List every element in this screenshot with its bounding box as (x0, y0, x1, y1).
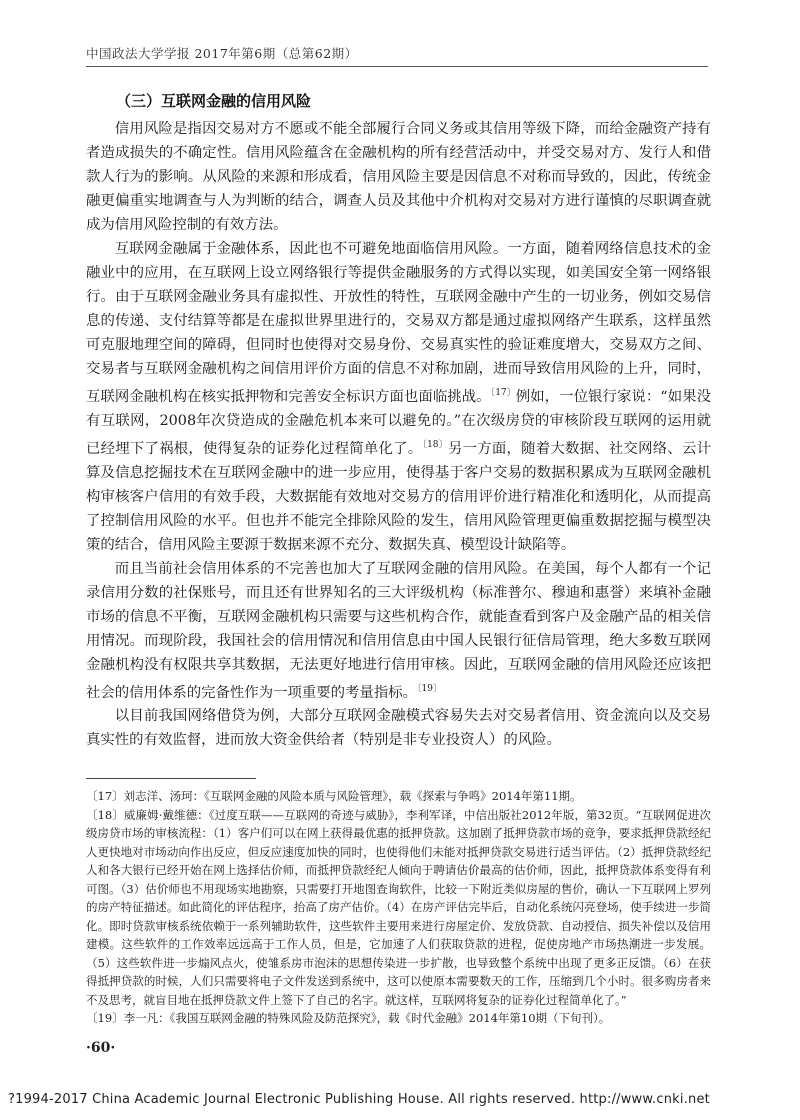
paragraph-social-credit-system (86, 557, 711, 705)
paragraph-text: 例如，一位银行家说：“如果没有互联网，2008年次贷造成的金融危机本来可以避免的。”在次级房贷的审核阶段互联网的运用就已经埋下了祸根，使得复杂的证券化过程简单化了。 (86, 388, 712, 457)
footnote-marker-19: 〔19〕 (417, 683, 442, 694)
footnote-rule (86, 778, 256, 779)
footnote-marker-18: 〔18〕 (422, 439, 448, 450)
paragraph-online-lending-example: 以目前我国网络借贷为例，大部分互联网金融模式容易失去对交易者信用、资金流向以及交易真实性的有效监督，进而放大资金供给者（特别是非专业投资人）的风险。 (86, 708, 711, 749)
article-body (86, 80, 711, 1028)
copyright-footer: ?1994-2017 China Academic Journal Electronic Publishing House. All rights reserved. http://www.cnki.net (8, 1092, 710, 1107)
paragraph-internet-finance-credit-risk (86, 237, 711, 557)
paragraph-text: 而且当前社会信用体系的不完善也加大了互联网金融的信用风险。在美国，每个人都有一个记录信用分数的社保账号，而且还有世界知名的三大评级机构（标准普尔、穆迪和惠誉）来填补金融市场的信息不平衡，互联网金融机构只需要与这些机构合作，就能查看到客户及金融产品的相关信用情况。而现阶段，我国社会的信用情况和信用信息由中国人民银行征信局管理，绝大多数互联网金融机构没有权限共享其数据，无法更好地进行信用审核。因此，互联网金融的信用风险还应该把社会的信用体系的完备性作为一项重要的考量指标。 (86, 560, 711, 701)
page-number: ·60· (86, 1040, 116, 1056)
running-head: 中国政法大学学报 2017年第6期（总第62期） (86, 46, 358, 61)
footnote-17: 〔17〕刘志洋、汤珂：《互联网金融的风险本质与风险管理》，载《探索与争鸣》2014年第11期。 (86, 789, 582, 804)
header-rule (86, 66, 708, 67)
paragraph-text: 另一方面，随着大数据、社交网络、云计算及信息挖掘技术在互联网金融中的进一步应用，使得基于客户交易的数据积累成为互联网金融机构审核客户信用的有效手段，大数据能有效地对交易方的信用评价进行精准化和透明化，从而提高了控制信用风险的水平。但也并不能完全排除风险的发生，信用风险管理更偏重数据挖掘与模型决策的结合，信用风险主要源于数据来源不充分、数据失真、模型设计缺陷等。 (86, 440, 711, 553)
footnote-18: 〔18〕威廉姆·戴维德：《过度互联——互联网的奇迹与威胁》，李利军译，中信出版社2012年版，第32页。“互联网促进次级房贷市场的审核流程：（1）客户们可以在网上获得最优惠的抵押贷款。这加剧了抵押贷款市场的竞争，要求抵押贷款经纪人更快地对市场动向作出反应，但反应速度加快的同时，也使得他们未能对抵押贷款交易进行适当评估。（2）抵押贷款经纪人和各大银行已经开始在网上选择估价师，而抵押贷款经纪人倾向于聘请估价最高的估价师，因此，抵押贷款体系变得有利可图。（3）估价师也不用现场实地勘察，只需要打开地图查询软件，比较一下附近类似房屋的售价，确认一下互联网上罗列的房产特征描述。如此简化的评估程序，抬高了房产估价。（4）在房产评估完毕后，自动化系统闪亮登场，使手续进一步简化。即时贷款审核系统依赖于一系列辅助软件，这些软件主要用来进行房屋定价、发放贷款、自动授信、损失补偿以及信用建模。这些软件的工作效率远远高于工作人员，但是，它加速了人们获取贷款的进程，促使房地产市场热潮进一步发展。（5）这些软件进一步煽风点火，使雏系房市泡沫的思想传染进一步扩散，也导致整个系统中出现了更多正反馈。（6）在获得抵押贷款的时候，人们只需要将电子文件发送到系统中，这可以使原本需要数天的工作，压缩到几个小时。很多购房者来不及思考，就盲目地在抵押贷款文件上签下了自己的名字。就这样，互联网将复杂的证券化过程简单化了。” (86, 807, 711, 1007)
paragraph-credit-risk-definition: 信用风险是指因交易对方不愿或不能全部履行合同义务或其信用等级下降，而给金融资产持有者造成损失的不确定性。信用风险蕴含在金融机构的所有经营活动中，并受交易对方、发行人和借款人行为的影响。从风险的来源和形成看，信用风险主要是因信息不对称而导致的，因此，传统金融更偏重实地调查与人为判断的结合，调查人员及其他中介机构对交易对方进行谨慎的尽职调查就成为信用风险控制的有效方法。 (86, 121, 711, 233)
paragraph-text: 互联网金融属于金融体系，因此也不可避免地面临信用风险。一方面，随着网络信息技术的金融业中的应用，在互联网上设立网络银行等提供金融服务的方式得以实现，如美国安全第一网络银行。由于互联网金融业务具有虚拟性、开放性的特性，互联网金融中产生的一切业务，例如交易信息的传递、支付结算等都是在虚拟世界里进行的，交易双方都是通过虚拟网络产生联系，这样虽然可克服地理空间的障碍，但同时也使得对交易身份、交易真实性的验证难度增大，交易双方之间、交易者与互联网金融机构之间信用评价方面的信息不对称加剧，进而导致信用风险的上升，同时，互联网金融机构在核实抵押物和完善安全标识方面也面临挑战。 (86, 241, 711, 405)
section-heading: （三）互联网金融的信用风险 (116, 92, 312, 110)
footnote-marker-17: 〔17〕 (490, 388, 516, 398)
footnote-19: 〔19〕李一凡：《我国互联网金融的特殊风险及防范探究》，载《时代金融》2014年第10期（下旬刊）。 (86, 1011, 611, 1026)
